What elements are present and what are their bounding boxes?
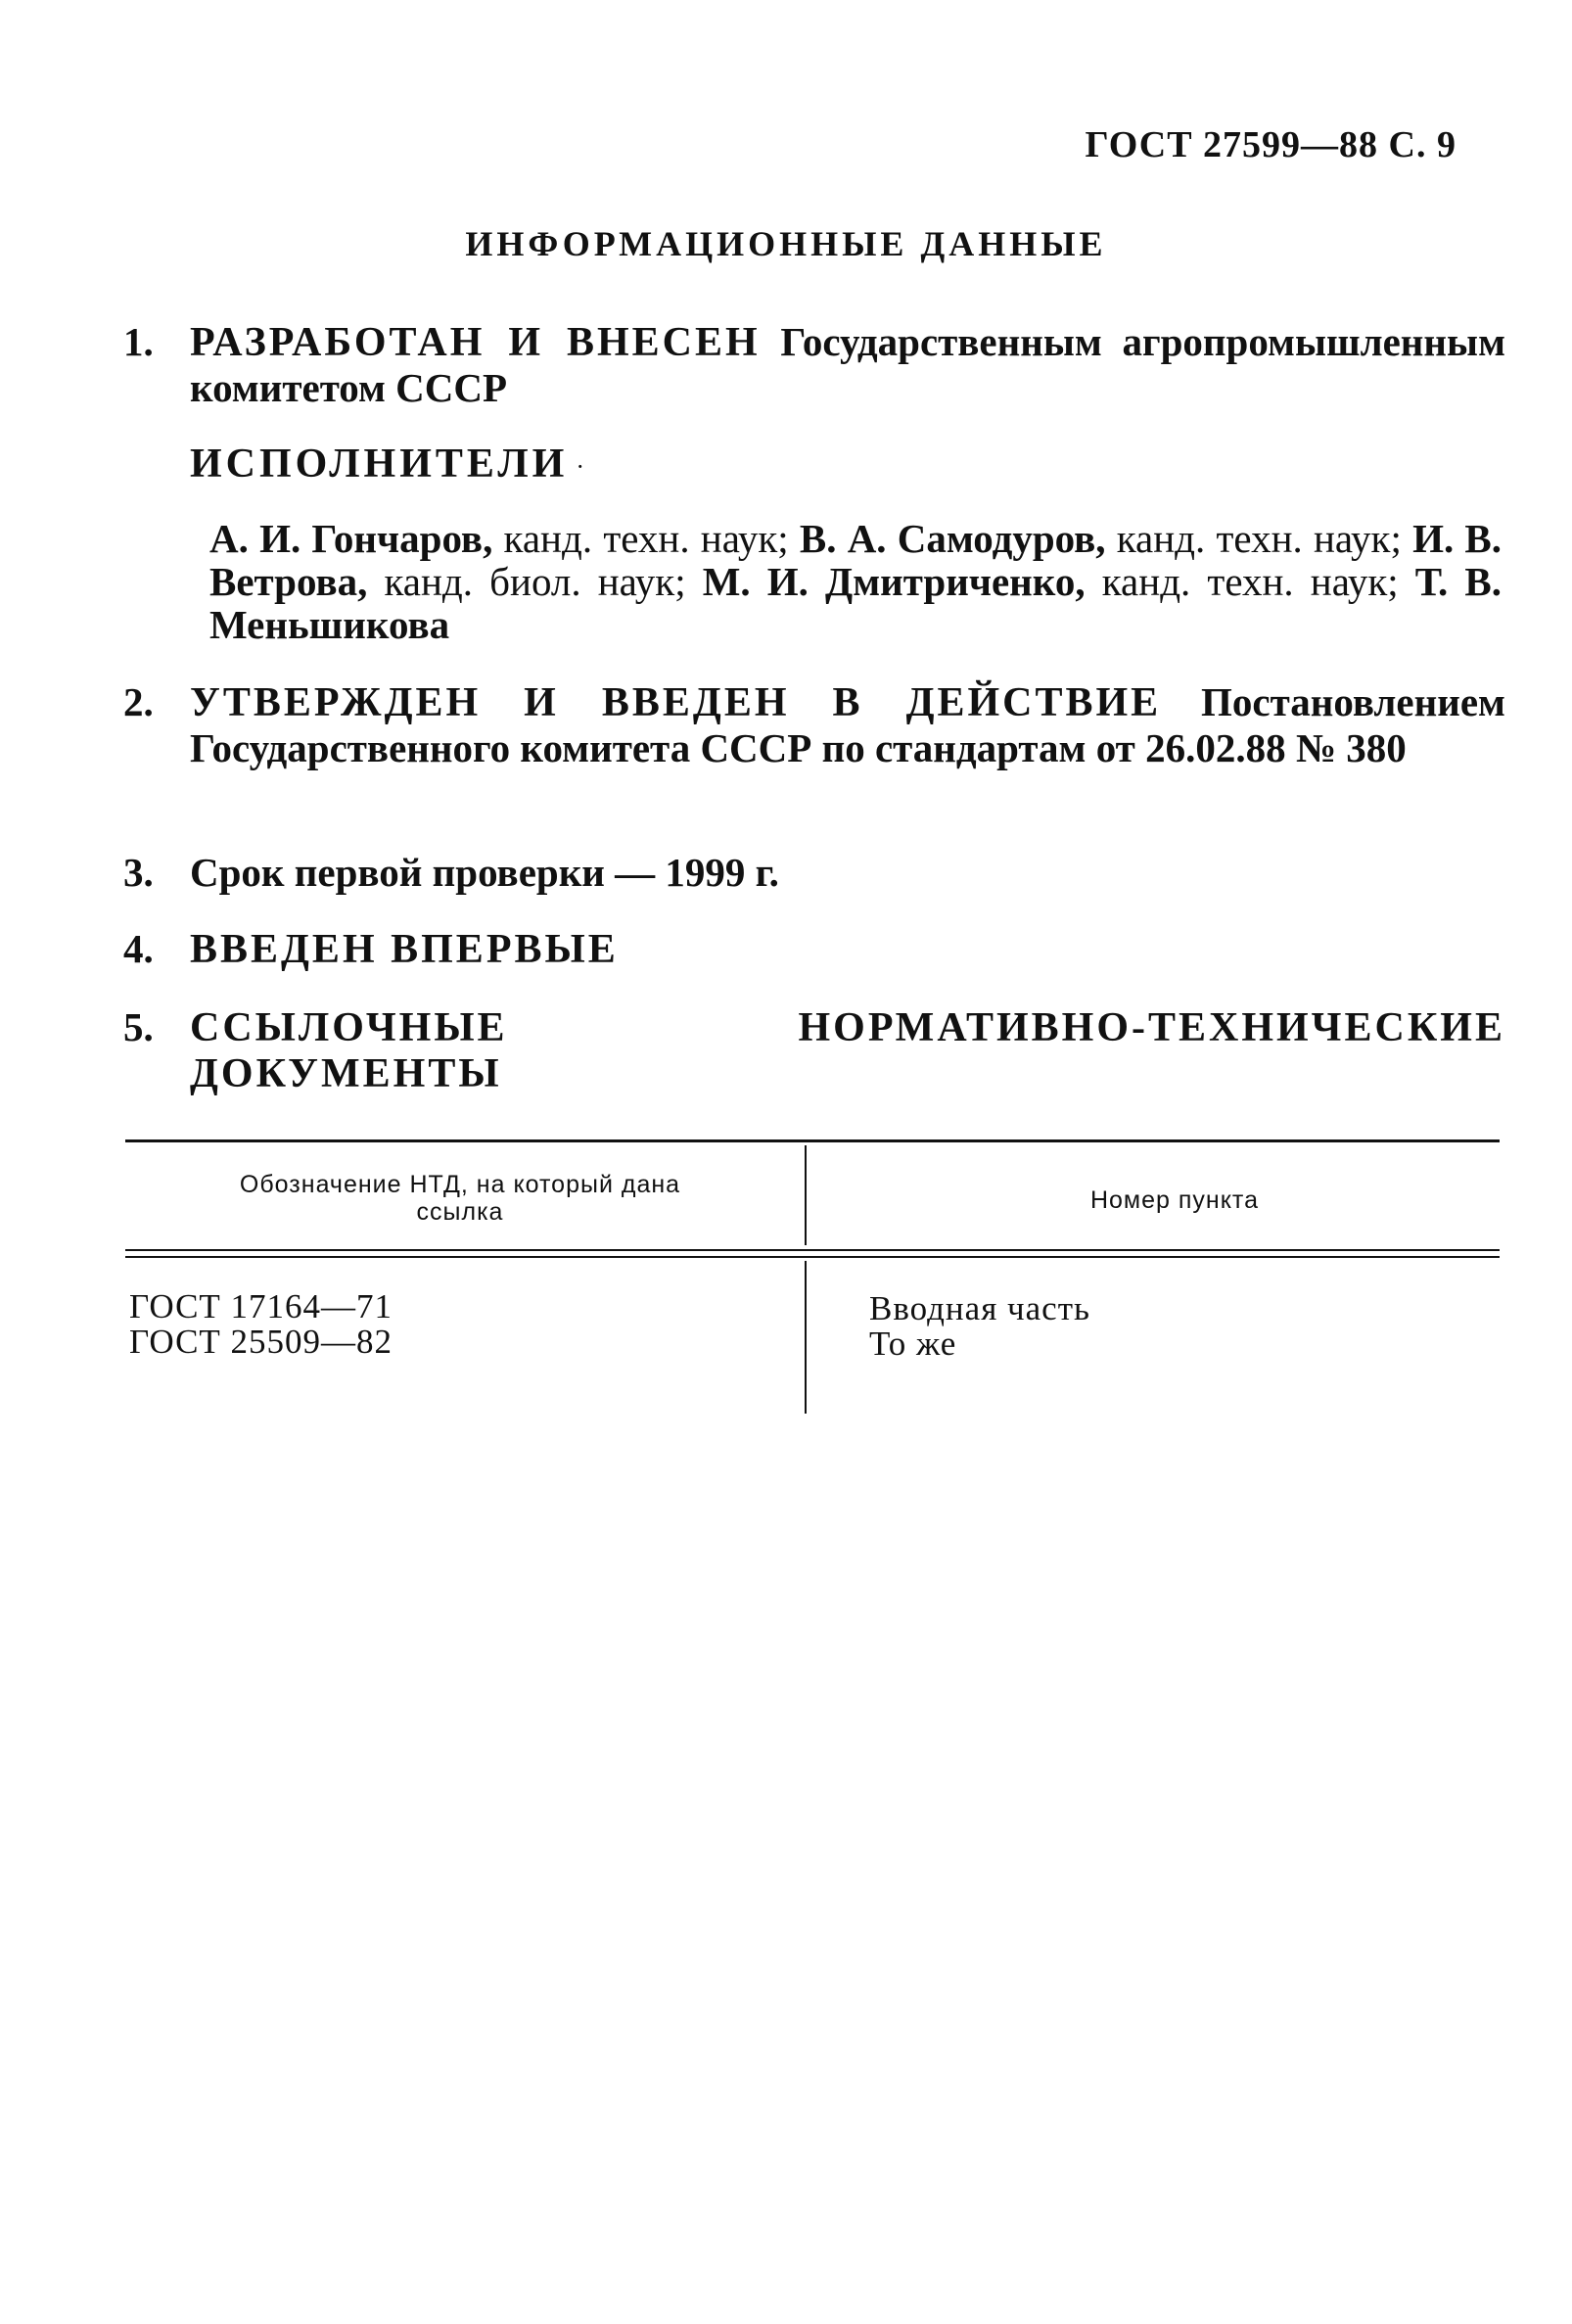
- item-1-text: Государственным агропромышленным комитетом СССР: [190, 319, 1505, 410]
- table-row-2-document: ГОСТ 25509—82: [129, 1323, 393, 1361]
- page-header: ГОСТ 27599—88 С. 9: [1085, 124, 1456, 165]
- performers-heading-text: ИСПОЛНИТЕЛИ: [190, 442, 569, 487]
- performer-4-degree: канд. техн. наук;: [1085, 559, 1415, 604]
- performer-3-degree: канд. биол. наук;: [367, 559, 703, 604]
- item-2-text: Постановлением Государственного комитета СССР по стандартам от 26.02.88 № 380: [190, 679, 1505, 770]
- item-3-text: Срок первой проверки — 1999 г.: [190, 850, 779, 895]
- item-2: [123, 679, 1505, 770]
- item-2-number: 2.: [123, 679, 154, 724]
- page-title: ИНФОРМАЦИОННЫЕ ДАННЫЕ: [465, 224, 1107, 263]
- item-5-number: 5.: [123, 1004, 154, 1049]
- table-header-rule-2: [125, 1256, 1500, 1258]
- performer-1-degree: канд. техн. наук;: [492, 516, 800, 561]
- performer-1-name: А. И. Гончаров,: [209, 516, 493, 561]
- performer-5-name: Т. В. Меньшикова: [209, 559, 1503, 647]
- item-3-number: 3.: [123, 850, 154, 895]
- table-top-rule: [125, 1139, 1500, 1142]
- table-body-divider: [805, 1261, 807, 1414]
- performers-list: [209, 517, 1502, 646]
- item-1-lead: РАЗРАБОТАН И ВНЕСЕН: [190, 320, 761, 365]
- table-header-rule-1: [125, 1249, 1500, 1251]
- table-header-divider: [805, 1145, 807, 1245]
- heading-dot: ·: [576, 452, 588, 482]
- item-5-text: ССЫЛОЧНЫЕ НОРМАТИВНО-ТЕХНИЧЕСКИЕ ДОКУМЕНТЫ: [190, 1005, 1505, 1096]
- table-row-2-clause: То же: [869, 1325, 957, 1363]
- performer-4-name: М. И. Дмитриченко,: [702, 559, 1086, 604]
- item-1: [123, 319, 1505, 410]
- item-4-text: ВВЕДЕН ВПЕРВЫЕ: [190, 927, 619, 972]
- table-header-document: Обозначение НТД, на который дана ссылка: [239, 1171, 681, 1226]
- item-4-number: 4.: [123, 926, 154, 971]
- item-2-lead: УТВЕРЖДЕН И ВВЕДЕН В ДЕЙСТВИЕ: [190, 680, 1162, 725]
- item-1-number: 1.: [123, 319, 154, 364]
- performer-2-name: В. А. Самодуров,: [799, 516, 1106, 561]
- item-4: [123, 926, 1505, 972]
- performer-3-name: И. В. Ветрова,: [209, 516, 1503, 604]
- item-3: [123, 850, 1505, 895]
- performer-2-degree: канд. техн. наук;: [1105, 516, 1413, 561]
- table-row-1-document: ГОСТ 17164—71: [129, 1287, 393, 1325]
- table-header-clause: Номер пункта: [1089, 1186, 1260, 1214]
- table-row-1-clause: Вводная часть: [869, 1289, 1090, 1327]
- performers-heading: [190, 441, 588, 488]
- item-5: [123, 1004, 1505, 1096]
